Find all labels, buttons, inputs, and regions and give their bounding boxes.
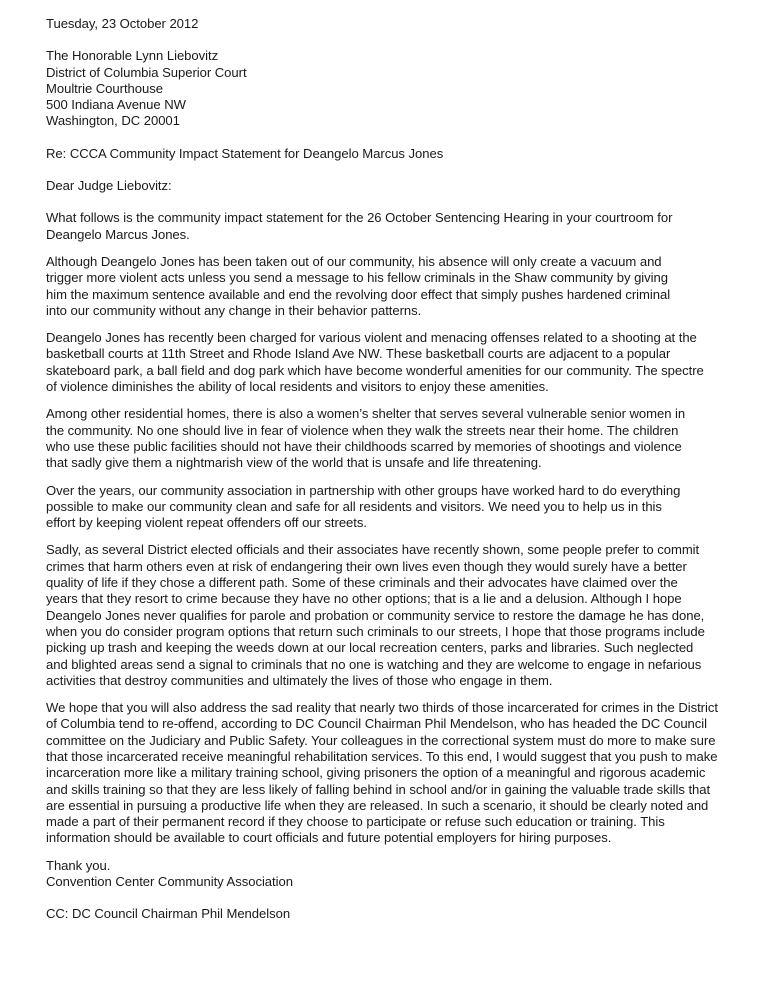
paragraph-line: Deangelo Jones has recently been charged for various violent and menacing offenses related to a shooting at the — [46, 330, 697, 346]
paragraph-6 — [46, 542, 742, 689]
paragraph-line: him the maximum sentence available and end the revolving door effect that simply pushes hardened criminal — [46, 286, 671, 302]
paragraph-line: quality of life if they chose a different path. Some of these criminals and their advocates have claimed over the — [46, 575, 678, 591]
paragraph-line: the community. No one should live in fear of violence when they walk the streets near their home. The children — [46, 422, 679, 438]
signature-organization: Convention Center Community Association — [46, 874, 293, 890]
recipient-address — [46, 48, 742, 129]
paragraph-line: committee on the Judiciary and Public Safety. Your colleagues in the correctional system must do more to make sure — [46, 732, 716, 748]
paragraph-line: when you do consider program options that return such criminals to our streets, I hope that those programs include — [46, 623, 705, 639]
salutation-text: Dear Judge Liebovitz: — [46, 178, 172, 194]
paragraph-line: Deangelo Jones never qualifies for parole and probation or community service to restore the damage he has done, — [46, 607, 705, 623]
paragraph-line: We hope that you will also address the sad reality that nearly two thirds of those incarcerated for crimes in the District — [46, 700, 718, 716]
paragraph-3 — [46, 330, 742, 395]
paragraph-1 — [46, 210, 742, 243]
paragraph-line: and blighted areas send a signal to criminals that no one is watching and they are welcome to engage in nefarious — [46, 656, 702, 672]
paragraph-2 — [46, 254, 742, 319]
paragraph-line: Deangelo Marcus Jones. — [46, 226, 190, 242]
paragraph-line: years that they resort to crime because they have no other options; that is a lie and a delusion. Although I hope — [46, 591, 682, 607]
paragraph-4 — [46, 406, 742, 471]
paragraph-line: Among other residential homes, there is also a women’s shelter that serves several vulnerable senior women in — [46, 406, 686, 422]
paragraph-line: Over the years, our community association in partnership with other groups have worked hard to do everything — [46, 482, 681, 498]
subject-line — [46, 146, 742, 162]
subject-text: Re: CCCA Community Impact Statement for Deangelo Marcus Jones — [46, 145, 444, 161]
recipient-city: Washington, DC 20001 — [46, 113, 180, 129]
salutation — [46, 178, 742, 194]
paragraph-line: trigger more violent acts unless you send a message to his fellow criminals in the Shaw community by giving — [46, 270, 668, 286]
recipient-name: The Honorable Lynn Liebovitz — [46, 48, 219, 64]
letter-date — [46, 16, 742, 32]
paragraph-5 — [46, 483, 742, 532]
paragraph-line: of violence diminishes the ability of local residents and visitors to enjoy these amenities. — [46, 379, 549, 395]
cc-line — [46, 906, 742, 922]
paragraph-line: effort by keeping violent repeat offenders off our streets. — [46, 515, 367, 531]
paragraph-line: into our community without any change in their behavior patterns. — [46, 302, 422, 318]
paragraph-line: Although Deangelo Jones has been taken out of our community, his absence will only create a vacuum and — [46, 253, 662, 269]
recipient-street: 500 Indiana Avenue NW — [46, 97, 186, 113]
paragraph-line: possible to make our community clean and safe for all residents and visitors. We need you to help us in this — [46, 498, 662, 514]
paragraph-line: and skills training so that they are less likely of falling behind in school and/or in gaining the valuable trade skills that — [46, 781, 711, 797]
paragraph-line: that sadly give them a nightmarish view of the world that is unsafe and life threatening. — [46, 455, 542, 471]
closing — [46, 858, 742, 891]
closing-thanks: Thank you. — [46, 857, 111, 873]
cc-text: CC: DC Council Chairman Phil Mendelson — [46, 906, 291, 922]
paragraph-line: of Columbia tend to re-offend, according to DC Council Chairman Phil Mendelson, who has headed the DC Council — [46, 716, 708, 732]
paragraph-line: made a part of their permanent record if they choose to participate or refuse such education or training. This — [46, 814, 665, 830]
paragraph-line: that those incarcerated receive meaningful rehabilitation services. To this end, I would suggest that you push to make — [46, 748, 718, 764]
paragraph-line: activities that destroy communities and ultimately the lives of those who engage in them. — [46, 672, 553, 688]
paragraph-line: incarceration more like a military training school, giving prisoners the option of a meaningful and rigorous academic — [46, 765, 706, 781]
paragraph-line: information should be available to court officials and future potential employers for hiring purposes. — [46, 830, 612, 846]
recipient-building: Moultrie Courthouse — [46, 80, 163, 96]
paragraph-line: skateboard park, a ball field and dog park which have become wonderful amenities for our community. The spectre — [46, 362, 704, 378]
paragraph-line: are essential in pursuing a productive life when they are released. In such a scenario, it should be clearly noted and — [46, 797, 709, 813]
date-text: Tuesday, 23 October 2012 — [46, 16, 199, 31]
paragraph-line: picking up trash and keeping the weeds down at our local recreation centers, parks and libraries. Such neglected — [46, 640, 694, 656]
paragraph-line: basketball courts at 11th Street and Rhode Island Ave NW. These basketball courts are adjacent to a popular — [46, 346, 671, 362]
paragraph-line: Sadly, as several District elected officials and their associates have recently shown, some people prefer to commit — [46, 542, 700, 558]
paragraph-line: who use these public facilities should not have their childhoods scarred by memories of shootings and violence — [46, 438, 682, 454]
paragraph-line: crimes that harm others even at risk of endangering their own lives even though they would surely have a better — [46, 558, 687, 574]
paragraph-line: What follows is the community impact statement for the 26 October Sentencing Hearing in your courtroom for — [46, 210, 673, 226]
paragraph-7 — [46, 700, 742, 847]
recipient-court: District of Columbia Superior Court — [46, 64, 247, 80]
